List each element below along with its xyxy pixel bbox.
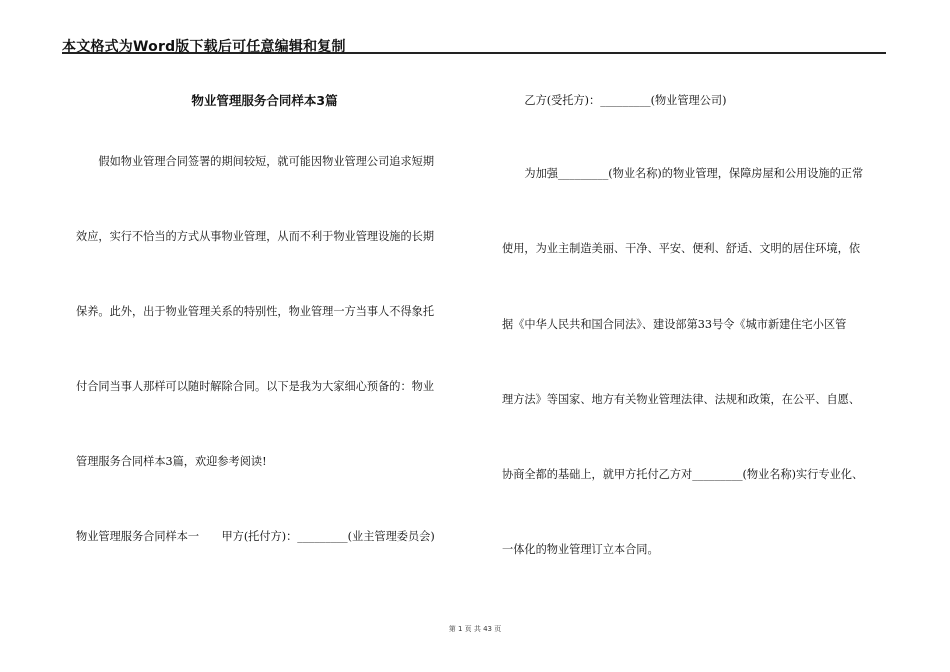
body-line: 据《中华人民共和国合同法》、建设部第33号令《城市新建住宅小区管 [502,318,847,331]
body-line: 假如物业管理合同签署的期间较短，就可能因物业管理公司追求短期 [76,155,435,168]
body-line: 保养。此外，出于物业管理关系的特别性，物业管理一方当事人不得象托 [76,305,435,318]
header-title: 本文格式为Word版下载后可任意编辑和复制 [62,39,346,55]
body-line: 协商全都的基础上，就甲方托付乙方对_________(物业名称)实行专业化、 [502,468,864,481]
body-line: 使用，为业主制造美丽、干净、平安、便利、舒适、文明的居住环境，依 [502,242,861,255]
body-line: 管理服务合同样本3篇，欢迎参考阅读! [76,455,267,468]
document-title: 物业管理服务合同样本3篇 [191,93,338,108]
body-line: 物业管理服务合同样本一 甲方(托付方)：_________(业主管理委员会) [76,530,435,543]
body-line: 理方法》等国家、地方有关物业管理法律、法规和政策，在公平、自愿、 [502,393,861,406]
body-line: 一体化的物业管理订立本合同。 [502,543,659,556]
header-divider [62,52,886,54]
body-line: 乙方(受托方)：_________(物业管理公司) [502,94,727,107]
body-line: 效应，实行不恰当的方式从事物业管理，从而不利于物业管理设施的长期 [76,230,435,243]
page-number: 第 1 页 共 43 页 [448,625,502,633]
body-line: 付合同当事人那样可以随时解除合同。以下是我为大家细心预备的：物业 [76,380,435,393]
body-line: 为加强_________(物业名称)的物业管理，保障房屋和公用设施的正常 [502,167,864,180]
